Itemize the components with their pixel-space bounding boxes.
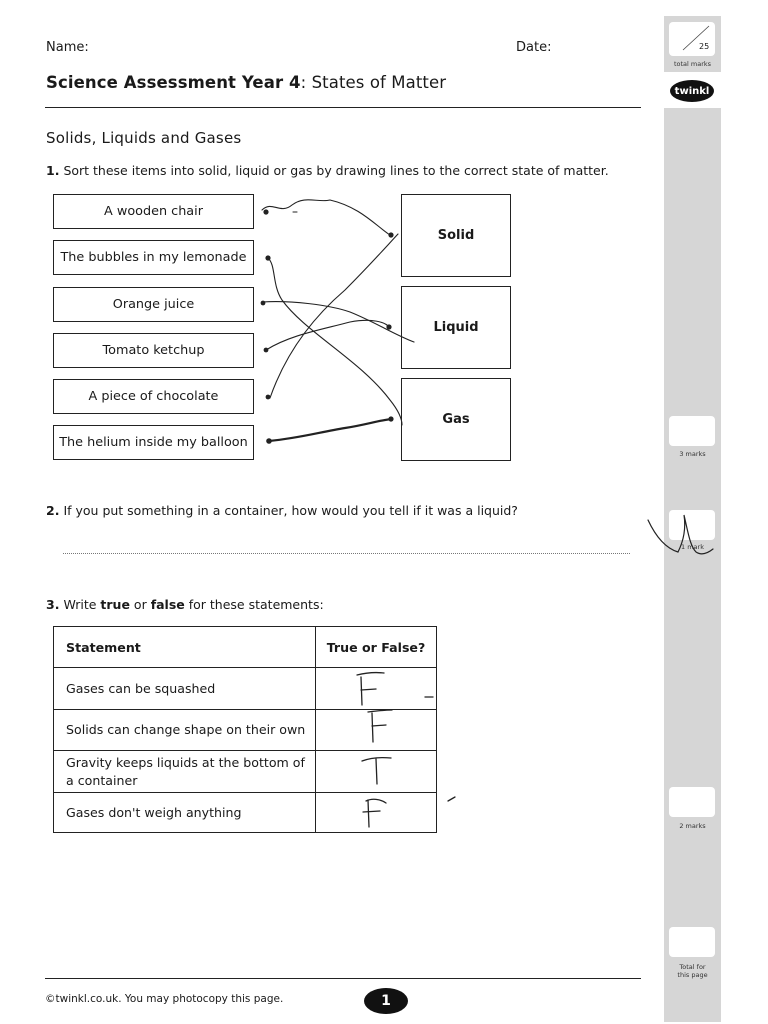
twinkl-logo: twinkl bbox=[670, 80, 714, 102]
q3-word-true: true bbox=[100, 597, 130, 612]
total-marks-label: total marks bbox=[673, 60, 712, 68]
footer-rule bbox=[45, 978, 641, 979]
item-box: The helium inside my balloon bbox=[53, 425, 254, 460]
title-rest: : States of Matter bbox=[300, 73, 447, 92]
marks-label: 2 marks bbox=[679, 822, 706, 830]
title-bold: Science Assessment Year 4 bbox=[46, 73, 301, 92]
statement-cell: Gases can be squashed bbox=[54, 668, 316, 710]
page-number: 1 bbox=[364, 988, 408, 1014]
statement-cell: Solids can change shape on their own bbox=[54, 710, 316, 751]
total-marks-value: 25 bbox=[699, 42, 710, 51]
q2-text: If you put something in a container, how would you tell if it was a liquid? bbox=[63, 503, 518, 518]
q1-number: 1. bbox=[46, 163, 60, 178]
page-total-label-2: this page bbox=[677, 971, 708, 979]
item-box: Orange juice bbox=[53, 287, 254, 322]
q3-number: 3. bbox=[46, 597, 60, 612]
state-box-gas: Gas bbox=[401, 378, 511, 461]
section-title: Solids, Liquids and Gases bbox=[46, 129, 242, 147]
q3-text-c: for these statements: bbox=[184, 597, 324, 612]
statement-cell: Gravity keeps liquids at the bottom of a container bbox=[54, 751, 316, 793]
item-box: A piece of chocolate bbox=[53, 379, 254, 414]
col-statement: Statement bbox=[54, 627, 316, 668]
q3-text-b: or bbox=[129, 597, 151, 612]
marks-label: 1 mark bbox=[681, 543, 704, 551]
item-box: A wooden chair bbox=[53, 194, 254, 229]
name-label: Name: bbox=[46, 40, 89, 55]
date-label: Date: bbox=[516, 40, 552, 55]
state-box-solid: Solid bbox=[401, 194, 511, 277]
marks-label: 3 marks bbox=[679, 450, 706, 458]
copyright: ©twinkl.co.uk. You may photocopy this page. bbox=[45, 993, 284, 1005]
col-answer: True or False? bbox=[316, 627, 437, 668]
q2-number: 2. bbox=[46, 503, 60, 518]
state-box-liquid: Liquid bbox=[401, 286, 511, 369]
page-total-label-1: Total for bbox=[679, 963, 706, 971]
statement-cell: Gases don't weigh anything bbox=[54, 793, 316, 833]
q3-word-false: false bbox=[150, 597, 185, 612]
item-box: The bubbles in my lemonade bbox=[53, 240, 254, 275]
q3-text-a: Write bbox=[63, 597, 101, 612]
q1-text: Sort these items into solid, liquid or gas by drawing lines to the correct state of matter. bbox=[63, 163, 609, 178]
item-box: Tomato ketchup bbox=[53, 333, 254, 368]
